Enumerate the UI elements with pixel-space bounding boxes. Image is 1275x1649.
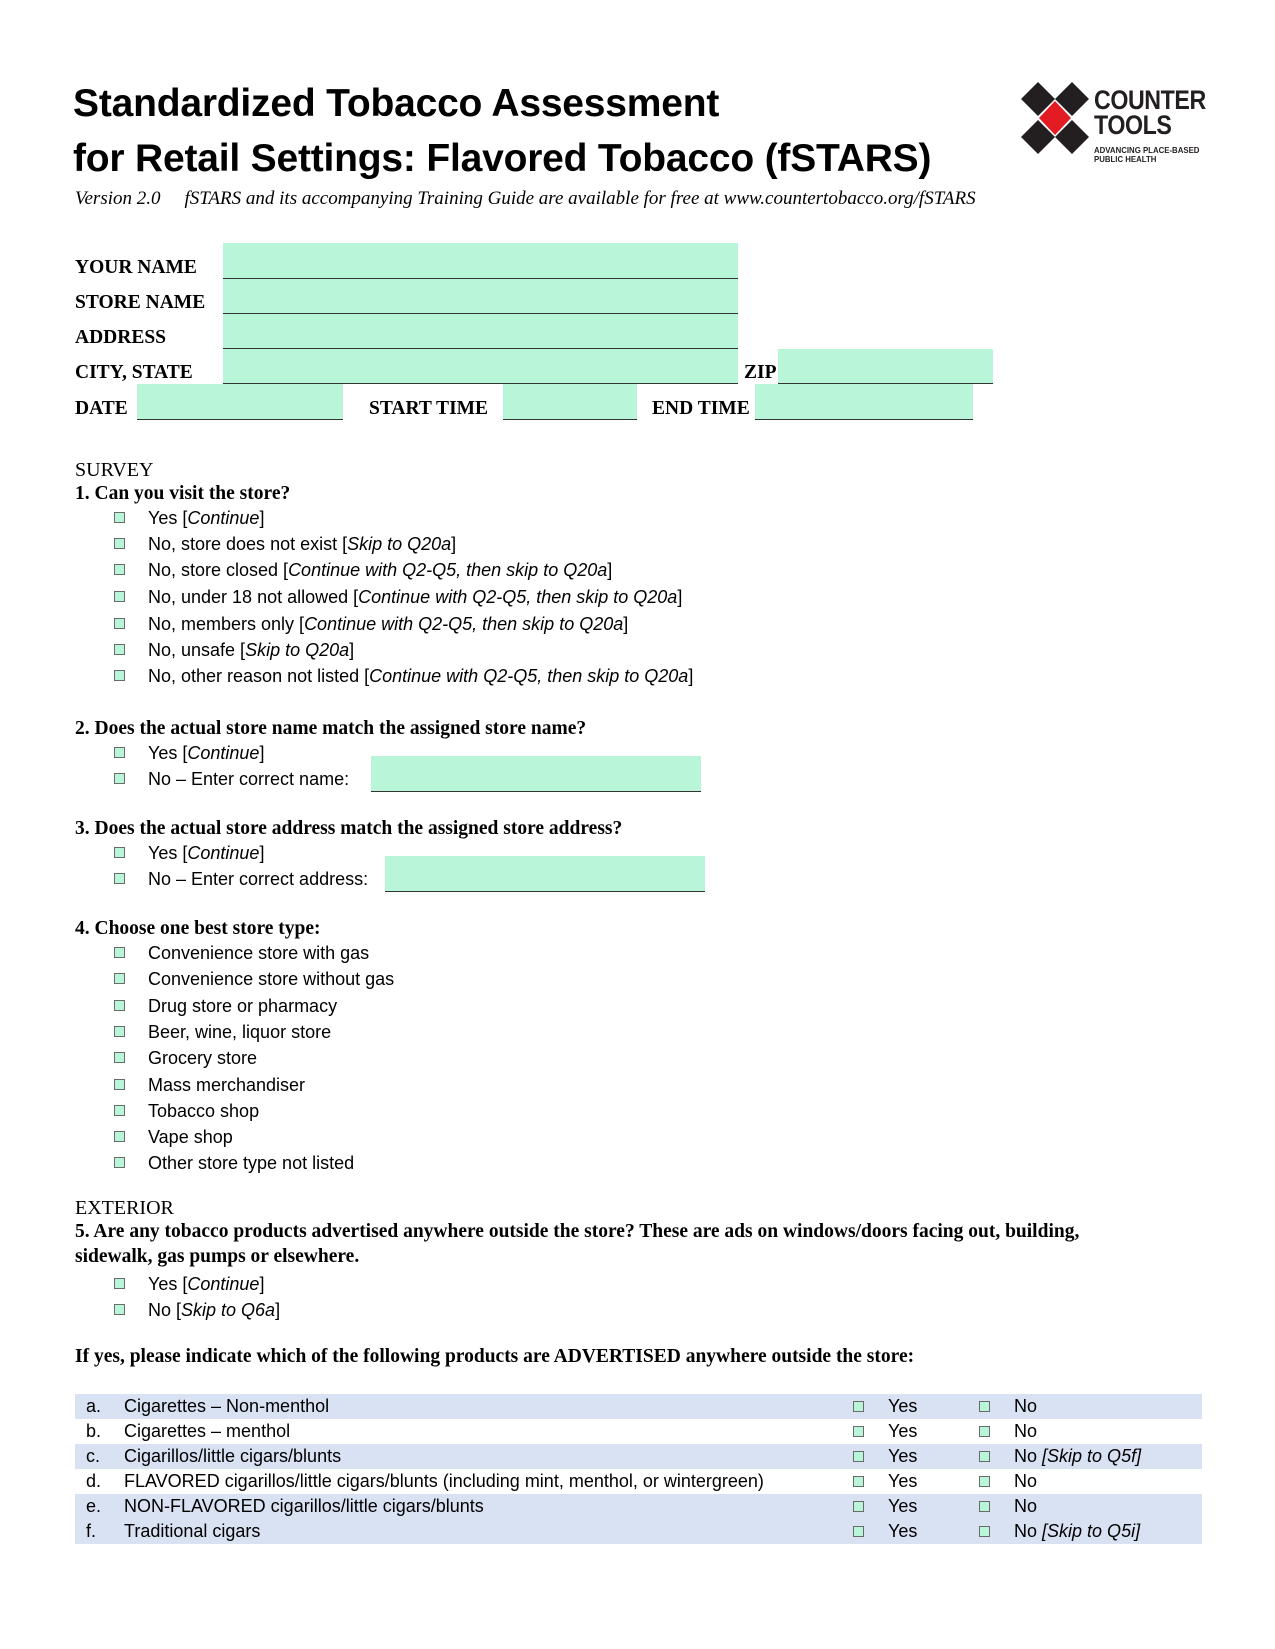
q2-correct-name-field[interactable] [371,756,701,791]
city-state-label: CITY, STATE [75,362,193,383]
checkbox[interactable] [114,847,125,858]
zip-field[interactable] [778,349,993,383]
logo-wordmark [1094,85,1206,140]
no-checkbox[interactable] [979,1476,990,1487]
page-title-line-1: Standardized Tobacco Assessment [73,82,720,125]
end-time-label: END TIME [652,398,750,419]
checkbox[interactable] [114,670,125,681]
yes-checkbox[interactable] [853,1501,864,1512]
start-time-label: START TIME [369,398,489,419]
question-4: 4. Choose one best store type: [75,918,321,939]
exterior-section-heading: EXTERIOR [75,1197,174,1219]
checkbox[interactable] [114,1278,125,1289]
logo-tagline-1: ADVANCING PLACE-BASED [1094,145,1200,155]
checkbox[interactable] [114,1105,125,1116]
checkbox[interactable] [114,773,125,784]
advertised-products-table [75,1394,1202,1544]
checkbox[interactable] [114,1157,125,1168]
q3-correct-address-underline [385,891,705,892]
no-checkbox[interactable] [979,1501,990,1512]
yes-checkbox[interactable] [853,1476,864,1487]
city-state-field[interactable] [223,349,738,383]
store-name-label: STORE NAME [75,292,206,313]
q3-correct-address-field[interactable] [385,856,705,891]
logo-tagline [1094,146,1199,164]
question-5-line-2: sidewalk, gas pumps or elsewhere. [75,1246,360,1267]
zip-label: ZIP [744,362,777,383]
table-row: b. Cigarettes – menthol Yes No [86,1421,1038,1441]
q2-correct-name-underline [371,791,701,792]
version-line [75,188,976,210]
yes-checkbox[interactable] [853,1426,864,1437]
checkbox[interactable] [114,591,125,602]
checkbox[interactable] [114,947,125,958]
version-number: Version 2.0 [75,188,161,209]
checkbox[interactable] [114,618,125,629]
checkbox[interactable] [114,1026,125,1037]
logo-line-2: TOOLS [1094,110,1172,140]
start-time-field[interactable] [503,384,637,419]
your-name-field[interactable] [223,243,738,278]
checkbox[interactable] [114,644,125,655]
table-row: c. Cigarillos/little cigars/blunts Yes No [Skip to Q5f] [75,1444,1202,1469]
checkbox[interactable] [114,1131,125,1142]
yes-checkbox[interactable] [853,1401,864,1412]
checkbox[interactable] [114,1304,125,1315]
start-time-underline [503,419,637,420]
end-time-field[interactable] [755,384,973,419]
no-checkbox[interactable] [979,1526,990,1537]
table-row: a. Cigarettes – Non-menthol Yes No [75,1394,1202,1419]
your-name-label: YOUR NAME [75,257,197,278]
q5-followup: If yes, please indicate which of the following products are ADVERTISED anywhere outside the store: [75,1346,915,1367]
counter-tools-logo [1018,80,1218,166]
diamond-logo-icon [1018,80,1092,156]
no-checkbox[interactable] [979,1426,990,1437]
question-3: 3. Does the actual store address match the assigned store address? [75,818,623,839]
checkbox[interactable] [114,747,125,758]
table-row: f. Traditional cigars Yes No [Skip to Q5i] [75,1519,1202,1544]
yes-checkbox[interactable] [853,1451,864,1462]
no-checkbox[interactable] [979,1451,990,1462]
end-time-underline [755,419,973,420]
checkbox[interactable] [114,1000,125,1011]
store-name-field[interactable] [223,279,738,313]
table-row: e. NON-FLAVORED cigarillos/little cigars/blunts Yes No [75,1494,1202,1519]
date-field[interactable] [137,384,343,419]
checkbox[interactable] [114,1052,125,1063]
checkbox[interactable] [114,1079,125,1090]
checkbox[interactable] [114,873,125,884]
availability-note: fSTARS and its accompanying Training Guide are available for free at www.countertobacco.org/fSTARS [184,188,976,209]
logo-tagline-2: PUBLIC HEALTH [1094,154,1157,164]
address-label: ADDRESS [75,327,167,348]
no-checkbox[interactable] [979,1401,990,1412]
checkbox[interactable] [114,973,125,984]
checkbox[interactable] [114,512,125,523]
date-underline [137,419,343,420]
question-1: 1. Can you visit the store? [75,483,291,504]
table-row: d. FLAVORED cigarillos/little cigars/blunts (including mint, menthol, or wintergreen) Yes No [86,1471,1038,1491]
question-2: 2. Does the actual store name match the assigned store name? [75,718,587,739]
question-5-line-1: 5. Are any tobacco products advertised anywhere outside the store? These are ads on windows/doors facing out, building, [75,1221,1080,1242]
page-title-line-2: for Retail Settings: Flavored Tobacco (fSTARS) [73,137,932,180]
date-label: DATE [75,398,128,419]
yes-checkbox[interactable] [853,1526,864,1537]
checkbox[interactable] [114,564,125,575]
checkbox[interactable] [114,538,125,549]
address-field[interactable] [223,314,738,348]
logo-line-1: COUNTER [1094,85,1206,115]
survey-section-heading: SURVEY [75,459,154,481]
